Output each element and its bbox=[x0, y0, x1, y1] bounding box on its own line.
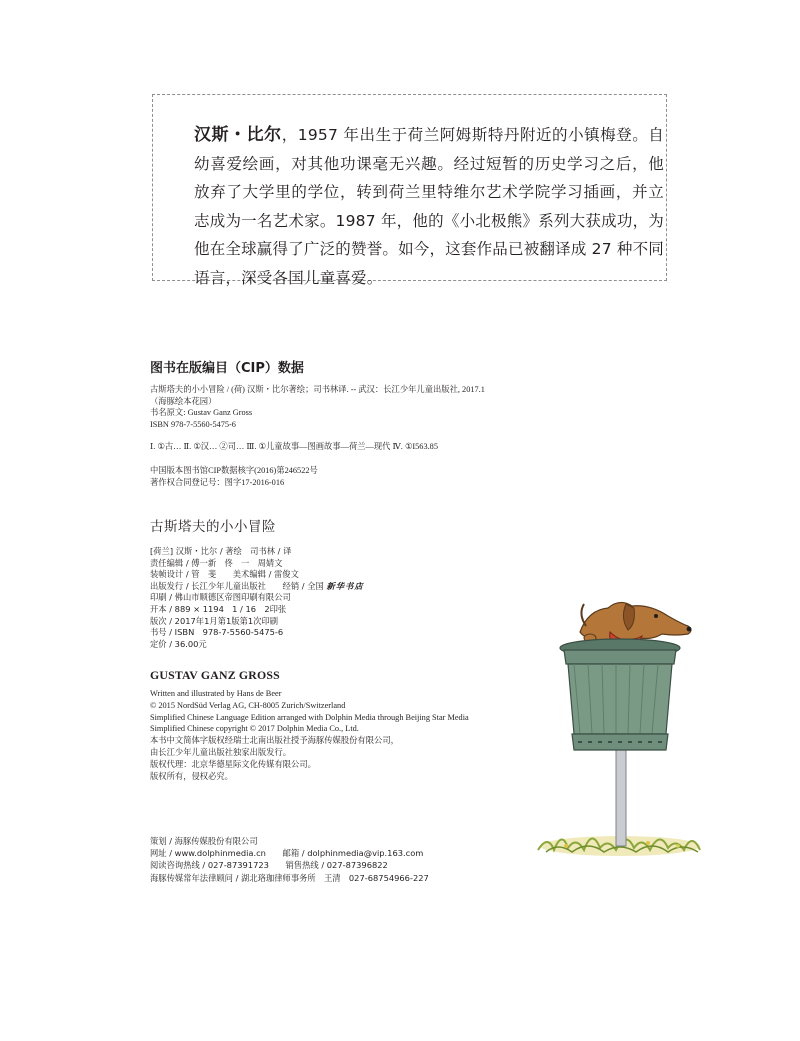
original-line: © 2015 NordSüd Verlag AG, CH-8005 Zurich/Switzerland bbox=[150, 700, 346, 710]
original-line: Simplified Chinese copyright © 2017 Dolphin Media Co., Ltd. bbox=[150, 724, 359, 734]
author-bio-text bbox=[194, 121, 664, 292]
original-title: GUSTAV GANZ GROSS bbox=[150, 668, 280, 682]
cip-record bbox=[150, 384, 485, 430]
original-line: 版权代理：北京华德星际文化传媒有限公司。 bbox=[150, 759, 316, 769]
original-line: 由长江少年儿童出版社独家出版发行。 bbox=[150, 747, 292, 757]
xinhua-bookstore-logo: 新华书店 bbox=[326, 580, 364, 591]
author-bio-body: ，1957 年出生于荷兰阿姆斯特丹附近的小镇梅登。自幼喜爱绘画，对其他功课毫无兴趣。经过短暂的历史学习之后，他放弃了大学里的学位，转到荷兰里特维尔艺术学院学习插画，并立志成为一名艺术家。1987 年，他的《小北极熊》系列大获成功，为他在全球赢得了广泛的赞誉。如今，这套作品已被翻译成 27 种不同语言，深受各国儿童喜爱。 bbox=[194, 126, 664, 287]
credit-line: 印刷 / 佛山市顺德区帝图印刷有限公司 bbox=[150, 592, 291, 603]
original-edition-info bbox=[150, 688, 469, 782]
original-line: 本书中文简体字版权经瑞士北南出版社授予海豚传媒股份有限公司， bbox=[150, 736, 399, 746]
cip-line: 古斯塔夫的小小冒险 / (荷) 汉斯・比尔著绘；司书林译. -- 武汉：长江少年儿童出版社, 2017.1 bbox=[150, 385, 485, 394]
publisher-footer bbox=[150, 835, 429, 884]
cip-line: （海豚绘本花园） bbox=[150, 396, 217, 406]
book-title: 古斯塔夫的小小冒险 bbox=[150, 519, 276, 535]
footer-line: 策划 / 海豚传媒股份有限公司 bbox=[150, 836, 258, 846]
dog-in-bin-illustration bbox=[528, 584, 708, 874]
credit-line: 开本 / 889 × 1194 1 / 16 2印张 bbox=[150, 603, 287, 614]
credit-line: 装帧设计 / 管 斐 美术编辑 / 雷俊文 bbox=[150, 569, 299, 580]
credit-line bbox=[150, 581, 364, 593]
bin-post bbox=[616, 744, 626, 846]
cip-line: ISBN 978-7-5560-5475-6 bbox=[150, 419, 236, 429]
original-line: 版权所有，侵权必究。 bbox=[150, 771, 233, 781]
cip-record-numbers bbox=[150, 465, 318, 488]
cip-classification: Ⅰ. ①古… Ⅱ. ①汉… ②司… Ⅲ. ①儿童故事—图画故事—荷兰—现代 Ⅳ. ①I563.85 bbox=[150, 442, 438, 451]
original-line: Written and illustrated by Hans de Beer bbox=[150, 689, 282, 698]
footer-line: 海豚传媒常年法律顾问 / 湖北珞珈律师事务所 王清 027-68754966-227 bbox=[150, 872, 429, 883]
cip-record-line: 中国版本图书馆CIP数据核字(2016)第246522号 bbox=[150, 466, 318, 475]
credit-line: 责任编辑 / 傅一新 佟 一 周婧文 bbox=[150, 557, 283, 568]
cip-heading: 图书在版编目（CIP）数据 bbox=[150, 361, 304, 376]
credit-line: 定价 / 36.00元 bbox=[150, 638, 207, 649]
credit-line-text: 出版发行 / 长江少年儿童出版社 经销 / 全国 bbox=[150, 580, 324, 591]
cip-line: 书名原文: Gustav Ganz Gross bbox=[150, 408, 253, 417]
footer-line: 阅读咨询热线 / 027-87391723 销售热线 / 027-87396822 bbox=[150, 860, 388, 871]
credit-line: 书号 / ISBN 978-7-5560-5475-6 bbox=[150, 627, 284, 638]
book-credits bbox=[150, 546, 364, 650]
credit-line: 版次 / 2017年1月第1版第1次印刷 bbox=[150, 615, 278, 626]
author-name: 汉斯・比尔 bbox=[194, 125, 282, 145]
trash-bin bbox=[560, 639, 680, 750]
original-line: Simplified Chinese Language Edition arranged with Dolphin Media through Beijing Star Media bbox=[150, 712, 469, 722]
cip-record-line: 著作权合同登记号：图字17-2016-016 bbox=[150, 477, 285, 487]
credit-line: [荷兰] 汉斯・比尔 / 著绘 司书林 / 译 bbox=[150, 546, 292, 556]
footer-line: 网址 / www.dolphinmedia.cn 邮箱 / dolphinmedia@vip.163.com bbox=[150, 848, 424, 859]
author-bio-box bbox=[152, 94, 667, 287]
